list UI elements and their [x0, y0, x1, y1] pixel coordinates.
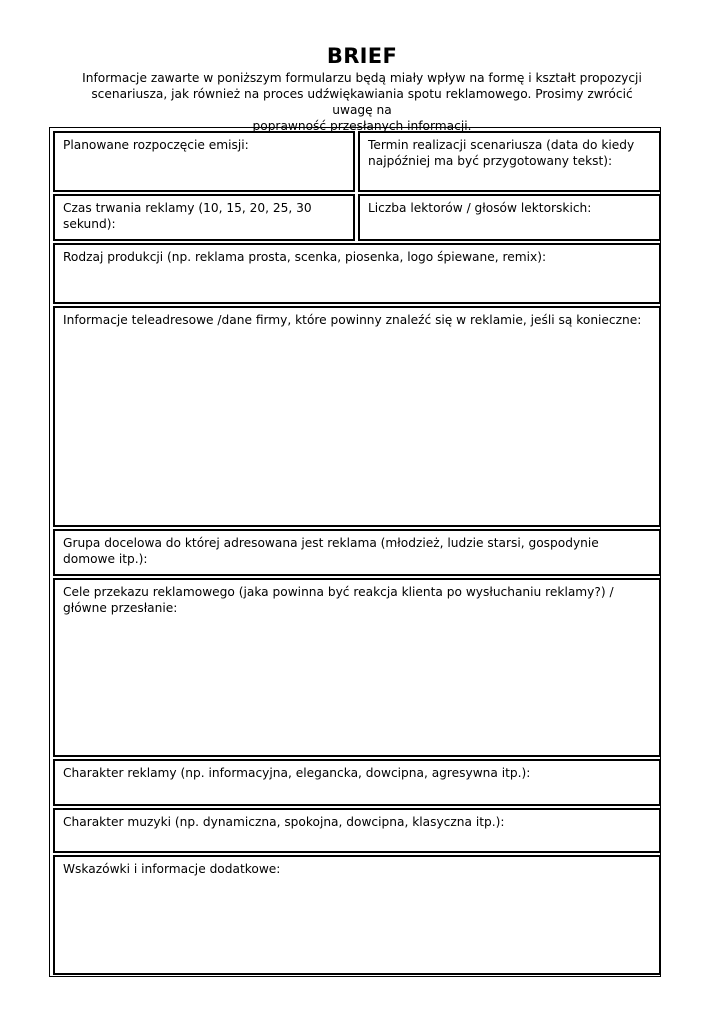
intro-line-2: scenariusza, jak również na proces udźwiękawiania spotu reklamowego. Prosimy zwrócić uwagę na: [91, 87, 633, 117]
field-ad-duration[interactable]: [53, 194, 355, 241]
intro-line-3: poprawność przesłanych informacji.: [252, 119, 472, 133]
field-notes-label: Wskazówki i informacje dodatkowe:: [63, 862, 281, 876]
field-ad-character[interactable]: [53, 759, 661, 806]
field-notes[interactable]: [53, 855, 661, 975]
field-goals[interactable]: [53, 578, 661, 757]
field-deadline-label-line-2: najpóźniej ma być przygotowany tekst):: [368, 154, 613, 168]
field-contact-info[interactable]: [53, 306, 661, 527]
field-emission-start-label: Planowane rozpoczęcie emisji:: [63, 138, 249, 152]
field-deadline-label-line-1: Termin realizacji scenariusza (data do kiedy: [368, 138, 635, 152]
field-production-type-label: Rodzaj produkcji (np. reklama prosta, scenka, piosenka, logo śpiewane, remix):: [63, 250, 547, 264]
field-target-group-label: Grupa docelowa do której adresowana jest reklama (młodzież, ludzie starsi, gospodynie domowe itp.):: [63, 536, 599, 566]
document-title: BRIEF: [326, 44, 398, 68]
field-goals-label: Cele przekazu reklamowego (jaka powinna być reakcja klienta po wysłuchaniu reklamy?) / główne przesłanie:: [63, 585, 614, 615]
field-target-group[interactable]: [53, 529, 661, 576]
field-contact-info-label: Informacje teleadresowe /dane firmy, które powinny znaleźć się w reklamie, jeśli są konieczne:: [63, 313, 642, 327]
field-ad-character-label: Charakter reklamy (np. informacyjna, elegancka, dowcipna, agresywna itp.):: [63, 766, 531, 780]
field-deadline[interactable]: [358, 131, 661, 192]
field-music-character[interactable]: [53, 808, 661, 853]
field-voice-count-label: Liczba lektorów / głosów lektorskich:: [368, 201, 592, 215]
field-production-type[interactable]: [53, 243, 661, 304]
field-ad-duration-label: Czas trwania reklamy (10, 15, 20, 25, 30 sekund):: [63, 201, 312, 231]
field-music-character-label: Charakter muzyki (np. dynamiczna, spokojna, dowcipna, klasyczna itp.):: [63, 815, 505, 829]
intro-text: [70, 70, 654, 134]
field-emission-start[interactable]: [53, 131, 355, 192]
intro-line-1: Informacje zawarte w poniższym formularzu będą miały wpływ na formę i kształt propozycji: [82, 71, 642, 85]
field-voice-count[interactable]: [358, 194, 661, 241]
